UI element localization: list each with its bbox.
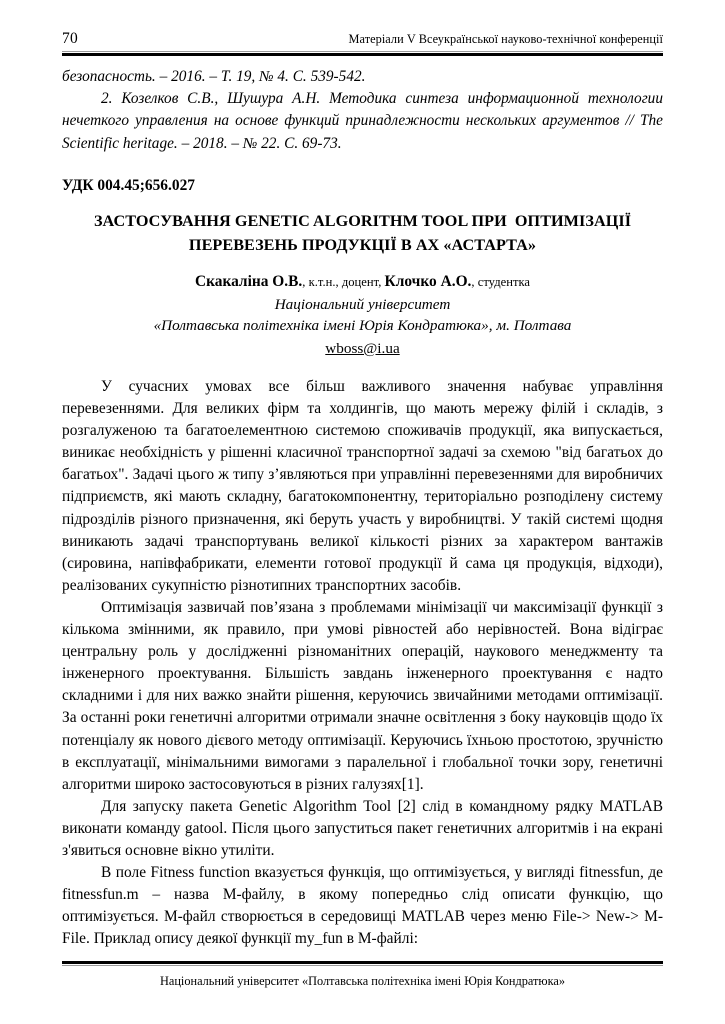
header-rule-thick xyxy=(62,53,663,56)
author-email[interactable]: wboss@i.ua xyxy=(325,339,400,357)
running-head xyxy=(62,29,663,49)
author-email-line xyxy=(62,338,663,360)
author-1-degree: , к.т.н., доцент, xyxy=(302,275,385,289)
author-1-name: Скакаліна О.В. xyxy=(194,273,303,290)
footer-rule-thick xyxy=(62,961,663,964)
header-rule xyxy=(62,51,663,56)
article-title: ЗАСТОСУВАННЯ GENETIC ALGORITHM TOOL ПРИ ОПТИМІЗАЦІЇ ПЕРЕВЕЗЕНЬ ПРОДУКЦІЇ В АХ «АСТАРТА» xyxy=(93,211,636,255)
header-rule-thin xyxy=(62,51,663,52)
affiliation-line-2: «Полтавська політехніка імені Юрія Кондратюка», м. Полтава xyxy=(153,317,572,334)
page-number: 70 xyxy=(62,30,78,47)
footer-rule-thin xyxy=(62,965,663,966)
body-paragraph-1: У сучасних умовах все більш важливого значення набуває управління перевезеннями. Для великих фірм та холдингів, що мають мережу філій і складів, з розгалуженою та багатоелементною системою споживачів продукції, яка випускається, виникає необхідність у рішенні класичної транспортної задачі за схемою "від багатьох до багатьох". Задачі цього ж типу з’являються при управлінні перевезеннями для виробничих підприємств, які мають складну, багатокомпонентну, територіально розподілену систему підрозділів різного призначення, які беруть участь у виробництві. У такій системі щодня виникають задачі транспортувань великої кількості різних за характером вантажів (сировина, напівфабрикати, елементи готової продукції й сама ця продукція, відходи), реалізованих сукупністю різнотипних транспортних засобів. xyxy=(62,378,663,594)
author-2-degree: , студентка xyxy=(471,275,531,289)
udc-code: УДК 004.45;656.027 xyxy=(62,176,195,194)
affiliation-line-1: Національний університет xyxy=(274,295,451,313)
page-content xyxy=(62,66,663,950)
body-paragraph-4: В поле Fitness function вказується функція, що оптимізується, у вигляді fitnessfun, де fitnessfun.m – назва М-файлу, в якому попередньо слід описати функцію, що оптимізується. М-файл створюється в середовищі MATLAB через меню File-> New-> M-File. Приклад опису деякої функції my_fun в М-файлі: xyxy=(62,864,663,948)
author-line xyxy=(62,271,663,294)
footer-institution: Національний університет «Полтавська політехніка імені Юрія Кондратюка» xyxy=(160,974,565,988)
running-head-title: Матеріали V Всеукраїнської науково-технічної конференції xyxy=(348,32,663,46)
reference-item-2: 2. Козелков С.В., Шушура А.Н. Методика синтеза информационной технологии нечеткого управления на основе функций принадлежности нескольких аргументов // The Scientific heritage. – 2018. – № 22. С. 69-73. xyxy=(62,90,663,152)
author-2-name: Клочко А.О. xyxy=(384,273,472,290)
document-page xyxy=(62,0,663,1024)
body-paragraph-2: Оптимізація зазвичай пов’язана з проблемами мінімізації чи максимізації функції з кількома змінними, як правило, при умові рівностей або нерівностей. Вона відіграє центральну роль у дослідженні різноманітних операцій, наукового менеджменту та інженерного проектування. Більшість завдань інженерного проектування є надто складними і для них важко знайти рішення, керуючись звичайними методами оптимізації. За останні роки генетичні алгоритми отримали значне освітлення з боку науковців щодо їх потенціалу як нового дієвого методу оптимізації. Керуючись їхньою простотою, зручністю в експлуатації, мінімальними вимогами з паралельної і глобальної точки зору, генетичні алгоритми широко застосовуються в різних галузях[1]. xyxy=(62,598,663,793)
body-paragraph-3: Для запуску пакета Genetic Algorithm Tool [2] слід в командному рядку MATLAB виконати команду gatool. Після цього запуститься пакет генетичних алгоритмів і на екрані з'явиться основне вікно утиліти. xyxy=(62,797,663,859)
footer-rule xyxy=(62,961,663,966)
reference-item-1-continuation: безопасность. – 2016. – Т. 19, № 4. С. 539-542. xyxy=(62,68,366,85)
